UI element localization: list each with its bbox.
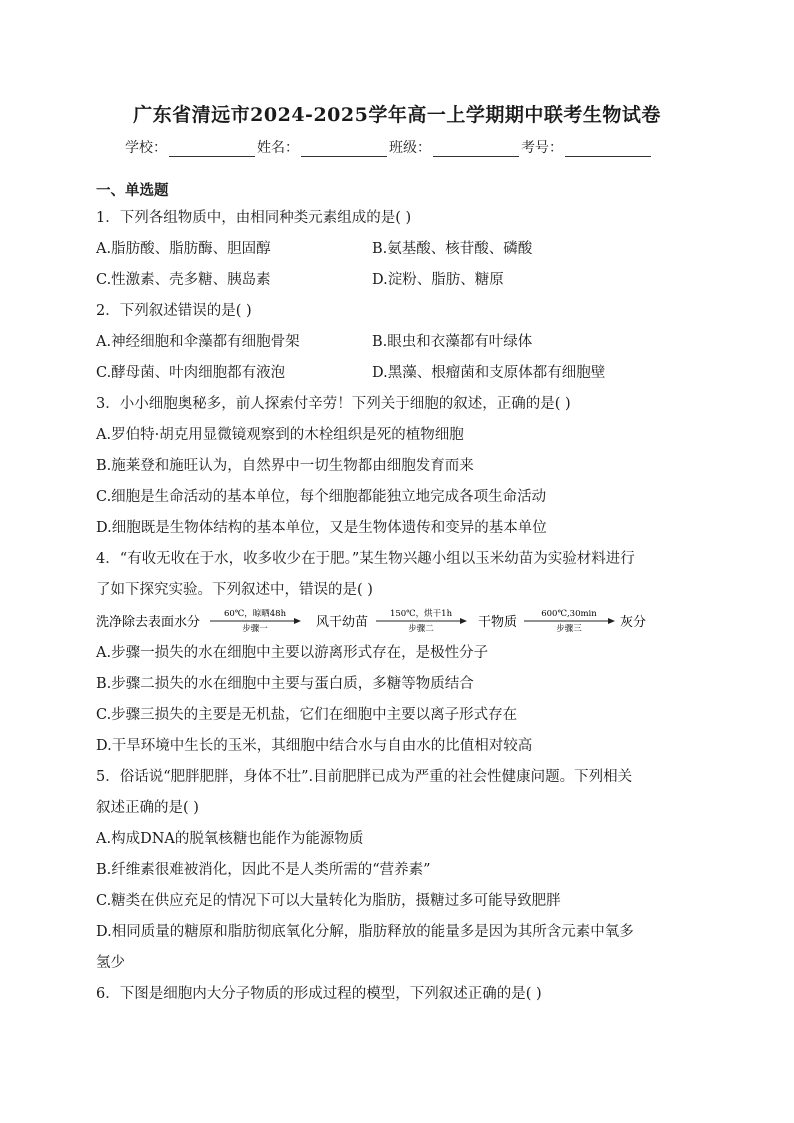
question-5-option-a[interactable]: A.构成DNA的脱氧核糖也能作为能源物质: [96, 831, 364, 847]
question-3-option-c[interactable]: C.细胞是生命活动的基本单位，每个细胞都能独立地完成各项生命活动: [96, 489, 547, 505]
flow-arrow-3-label: 步骤三: [556, 624, 582, 634]
question-3-option-a[interactable]: A.罗伯特·胡克用显微镜观察到的木栓组织是死的植物细胞: [96, 427, 464, 443]
question-2-option-b[interactable]: B.眼虫和衣藻都有叶绿体: [372, 334, 533, 350]
question-2-stem: 2．下列叙述错误的是( ): [96, 303, 252, 319]
flow-arrow-1-condition: 60℃，晾晒48h: [223, 609, 287, 619]
question-5-option-c[interactable]: C.糖类在供应充足的情况下可以大量转化为脂肪，摄糖过多可能导致肥胖: [96, 893, 561, 909]
question-3-option-d[interactable]: D.细胞既是生物体结构的基本单位，又是生物体遗传和变异的基本单位: [96, 520, 547, 536]
question-2-option-a[interactable]: A.神经细胞和伞藻都有细胞骨架: [96, 334, 300, 350]
flow-node-ash: 灰分: [620, 615, 647, 630]
question-4-stem-line-2: 了如下探究实验。下列叙述中，错误的是( ): [96, 582, 373, 598]
question-1-option-b[interactable]: B.氨基酸、核苷酸、磷酸: [372, 241, 533, 257]
question-5-stem-line-2: 叙述正确的是( ): [96, 800, 199, 816]
experiment-flow-diagram: [96, 606, 706, 636]
question-5-option-d-line-1[interactable]: D.相同质量的糖原和脂肪彻底氧化分解，脂肪释放的能量多是因为其所含元素中氧多: [96, 924, 634, 940]
question-6-stem: 6．下图是细胞内大分子物质的形成过程的模型，下列叙述正确的是( ): [96, 986, 542, 1002]
school-blank[interactable]: [169, 142, 255, 157]
class-label: 班级：: [389, 140, 431, 156]
school-label: 学校：: [125, 140, 167, 156]
exam-number-label: 考号：: [521, 140, 563, 156]
question-4-stem-line-1: 4．“有收无收在于水，收多收少在于肥。”某生物兴趣小组以玉米幼苗为实验材料进行: [96, 551, 635, 567]
question-2-options-row-1: [96, 327, 706, 358]
question-2-options-row-2: [96, 358, 706, 389]
question-list: [96, 178, 706, 1010]
class-blank[interactable]: [433, 142, 519, 157]
question-1-option-a[interactable]: A.脂肪酸、脂肪酶、胆固醇: [96, 241, 271, 257]
section-heading: 一、单选题: [96, 182, 169, 199]
flow-node-dry-matter: 干物质: [478, 615, 518, 630]
flow-node-wash: 洗净除去表面水分: [96, 615, 201, 630]
exam-title: 广东省清远市2024-2025学年高一上学期期中联考生物试卷: [133, 104, 661, 126]
flow-arrow-2-condition: 150℃，烘干1h: [389, 609, 453, 619]
name-blank[interactable]: [301, 142, 387, 157]
question-5-option-b[interactable]: B.纤维素很难被消化，因此不是人类所需的“营养素”: [96, 862, 431, 878]
flow-arrow-3-condition: 600℃,30min: [541, 609, 597, 619]
flow-arrow-2-label: 步骤二: [408, 624, 434, 634]
question-5-option-d-line-2[interactable]: 氢少: [96, 955, 125, 971]
question-1-option-c[interactable]: C.性激素、壳多糖、胰岛素: [96, 272, 271, 288]
flow-arrow-1-label: 步骤一: [242, 624, 268, 634]
question-4-option-a[interactable]: A.步骤一损失的水在细胞中主要以游离形式存在，是极性分子: [96, 645, 489, 661]
question-1-options-row-2: [96, 265, 706, 296]
question-4-option-d[interactable]: D.干旱环境中生长的玉米，其细胞中结合水与自由水的比值相对较高: [96, 738, 533, 754]
question-2-option-d[interactable]: D.黑藻、根瘤菌和支原体都有细胞壁: [372, 365, 606, 381]
question-4-option-b[interactable]: B.步骤二损失的水在细胞中主要与蛋白质，多糖等物质结合: [96, 676, 474, 692]
question-1-options-row-1: [96, 234, 706, 265]
question-2-option-c[interactable]: C.酵母菌、叶肉细胞都有液泡: [96, 365, 286, 381]
question-3-option-b[interactable]: B.施莱登和施旺认为，自然界中一切生物都由细胞发育而来: [96, 458, 474, 474]
question-1-stem: 1．下列各组物质中，由相同种类元素组成的是( ): [96, 210, 412, 226]
flow-diagram-svg: [96, 606, 706, 636]
flow-node-dried-seedling: 风干幼苗: [316, 615, 369, 630]
question-1-option-d[interactable]: D.淀粉、脂肪、糖原: [372, 272, 504, 288]
exam-number-blank[interactable]: [565, 142, 651, 157]
question-3-stem: 3．小小细胞奥秘多，前人探索付辛劳！下列关于细胞的叙述，正确的是( ): [96, 396, 571, 412]
student-info-row: [125, 137, 653, 157]
question-4-option-c[interactable]: C.步骤三损失的主要是无机盐，它们在细胞中主要以离子形式存在: [96, 707, 518, 723]
question-5-stem-line-1: 5．俗话说“肥胖肥胖，身体不壮”.目前肥胖已成为严重的社会性健康问题。下列相关: [96, 769, 633, 785]
name-label: 姓名：: [257, 140, 299, 156]
